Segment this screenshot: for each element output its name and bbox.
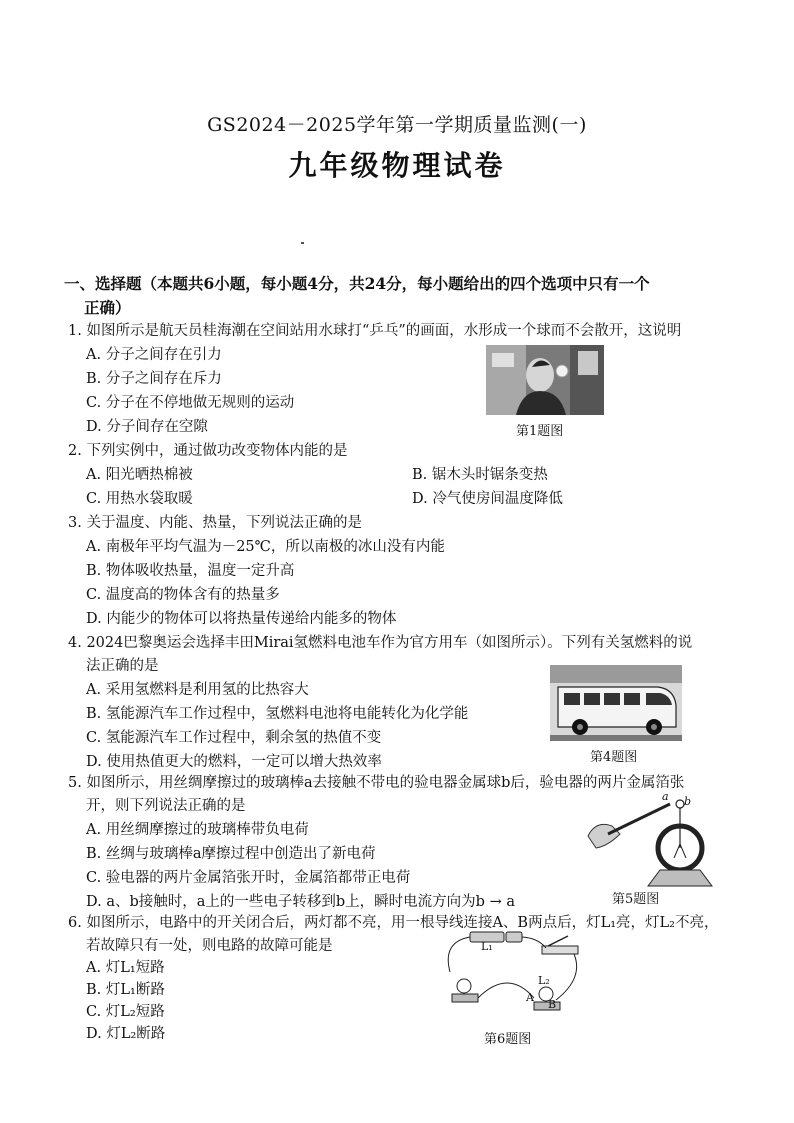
q3-stem: 3. 关于温度、内能、热量，下列说法正确的是 — [68, 515, 362, 531]
q6-stem: 6. 如图所示，电路中的开关闭合后，两灯都不亮，用一根导线连接A、B两点后，灯L₁亮，灯L₂不亮， — [68, 915, 719, 931]
scan-speck — [301, 242, 304, 244]
exam-subtitle: GS2024－2025学年第一学期质量监测(一) — [207, 114, 587, 136]
q4-figure-bus — [550, 665, 682, 741]
q1-option-b: B. 分子之间存在斥力 — [86, 371, 222, 387]
q6-figure-circuit — [438, 928, 588, 1024]
q5-figure-electroscope — [586, 790, 716, 890]
q1-stem: 1. 如图所示是航天员桂海潮在空间站用水球打“乒乓”的画面，水形成一个球而不会散开，这说明 — [68, 323, 682, 339]
q1-option-c: C. 分子在不停地做无规则的运动 — [86, 395, 295, 411]
section-heading-line1: 一、选择题（本题共6小题，每小题4分，共24分，每小题给出的四个选项中只有一个 — [64, 274, 650, 293]
q5-stem-cont: 开，则下列说法正确的是 — [86, 798, 246, 814]
q4-option-a: A. 采用氢燃料是利用氢的比热容大 — [86, 682, 309, 698]
q6-stem-cont: 若故障只有一处，则电路的故障可能是 — [86, 938, 333, 954]
q2-option-b: B. 锯木头时锯条变热 — [412, 467, 548, 483]
q2-stem: 2. 下列实例中，通过做功改变物体内能的是 — [68, 443, 348, 459]
q5-label-b: b — [684, 795, 692, 808]
q1-option-d: D. 分子间存在空隙 — [86, 419, 208, 435]
q4-figure-caption: 第4题图 — [590, 750, 638, 765]
q3-option-d: D. 内能少的物体可以将热量传递给内能多的物体 — [86, 611, 397, 627]
q3-option-c: C. 温度高的物体含有的热量多 — [86, 587, 280, 603]
q6-label-B: B — [548, 998, 557, 1011]
q4-stem-cont: 法正确的是 — [86, 658, 159, 674]
q6-option-c: C. 灯L₂短路 — [86, 1004, 165, 1020]
q2-option-d: D. 冷气使房间温度降低 — [412, 491, 563, 507]
q6-label-A: A — [526, 991, 534, 1004]
q5-label-a: a — [662, 790, 669, 803]
q4-stem: 4. 2024巴黎奥运会选择丰田Mirai氢燃料电池车作为官方用车（如图所示）。下列有关氢燃料的说 — [68, 635, 693, 651]
q1-option-a: A. 分子之间存在引力 — [86, 347, 222, 363]
q2-option-a: A. 阳光晒热棉被 — [86, 467, 193, 483]
q6-label-L1: L₁ — [481, 940, 493, 953]
q1-figure-photo — [486, 345, 604, 415]
q5-option-a: A. 用丝绸摩擦过的玻璃棒带负电荷 — [86, 822, 309, 838]
q3-option-b: B. 物体吸收热量，温度一定升高 — [86, 563, 295, 579]
q6-label-L2: L₂ — [538, 974, 550, 987]
q5-option-d: D. a、b接触时，a上的一些电子转移到b上，瞬时电流方向为b → a — [86, 894, 515, 910]
q5-option-c: C. 验电器的两片金属箔张开时，金属箔都带正电荷 — [86, 870, 411, 886]
q5-option-b: B. 丝绸与玻璃棒a摩擦过程中创造出了新电荷 — [86, 846, 376, 862]
q5-figure-caption: 第5题图 — [612, 892, 660, 907]
q2-option-c: C. 用热水袋取暖 — [86, 491, 193, 507]
q4-option-c: C. 氢能源汽车工作过程中，剩余氢的热值不变 — [86, 730, 382, 746]
section-heading — [64, 272, 744, 320]
q4-option-d: D. 使用热值更大的燃料，一定可以增大热效率 — [86, 754, 382, 770]
exam-title: 九年级物理试卷 — [288, 149, 506, 182]
q6-option-d: D. 灯L₂断路 — [86, 1026, 166, 1042]
q4-option-b: B. 氢能源汽车工作过程中，氢燃料电池将电能转化为化学能 — [86, 706, 469, 722]
q5-stem: 5. 如图所示，用丝绸摩擦过的玻璃棒a去接触不带电的验电器金属球b后，验电器的两片金属箔张 — [68, 775, 685, 791]
q6-figure-caption: 第6题图 — [484, 1032, 532, 1047]
q1-figure-caption: 第1题图 — [516, 424, 564, 439]
q6-option-a: A. 灯L₁短路 — [86, 960, 165, 976]
q6-option-b: B. 灯L₁断路 — [86, 982, 165, 998]
section-heading-line2: 正确） — [84, 298, 131, 317]
q3-option-a: A. 南极年平均气温为－25℃，所以南极的冰山没有内能 — [86, 539, 445, 555]
